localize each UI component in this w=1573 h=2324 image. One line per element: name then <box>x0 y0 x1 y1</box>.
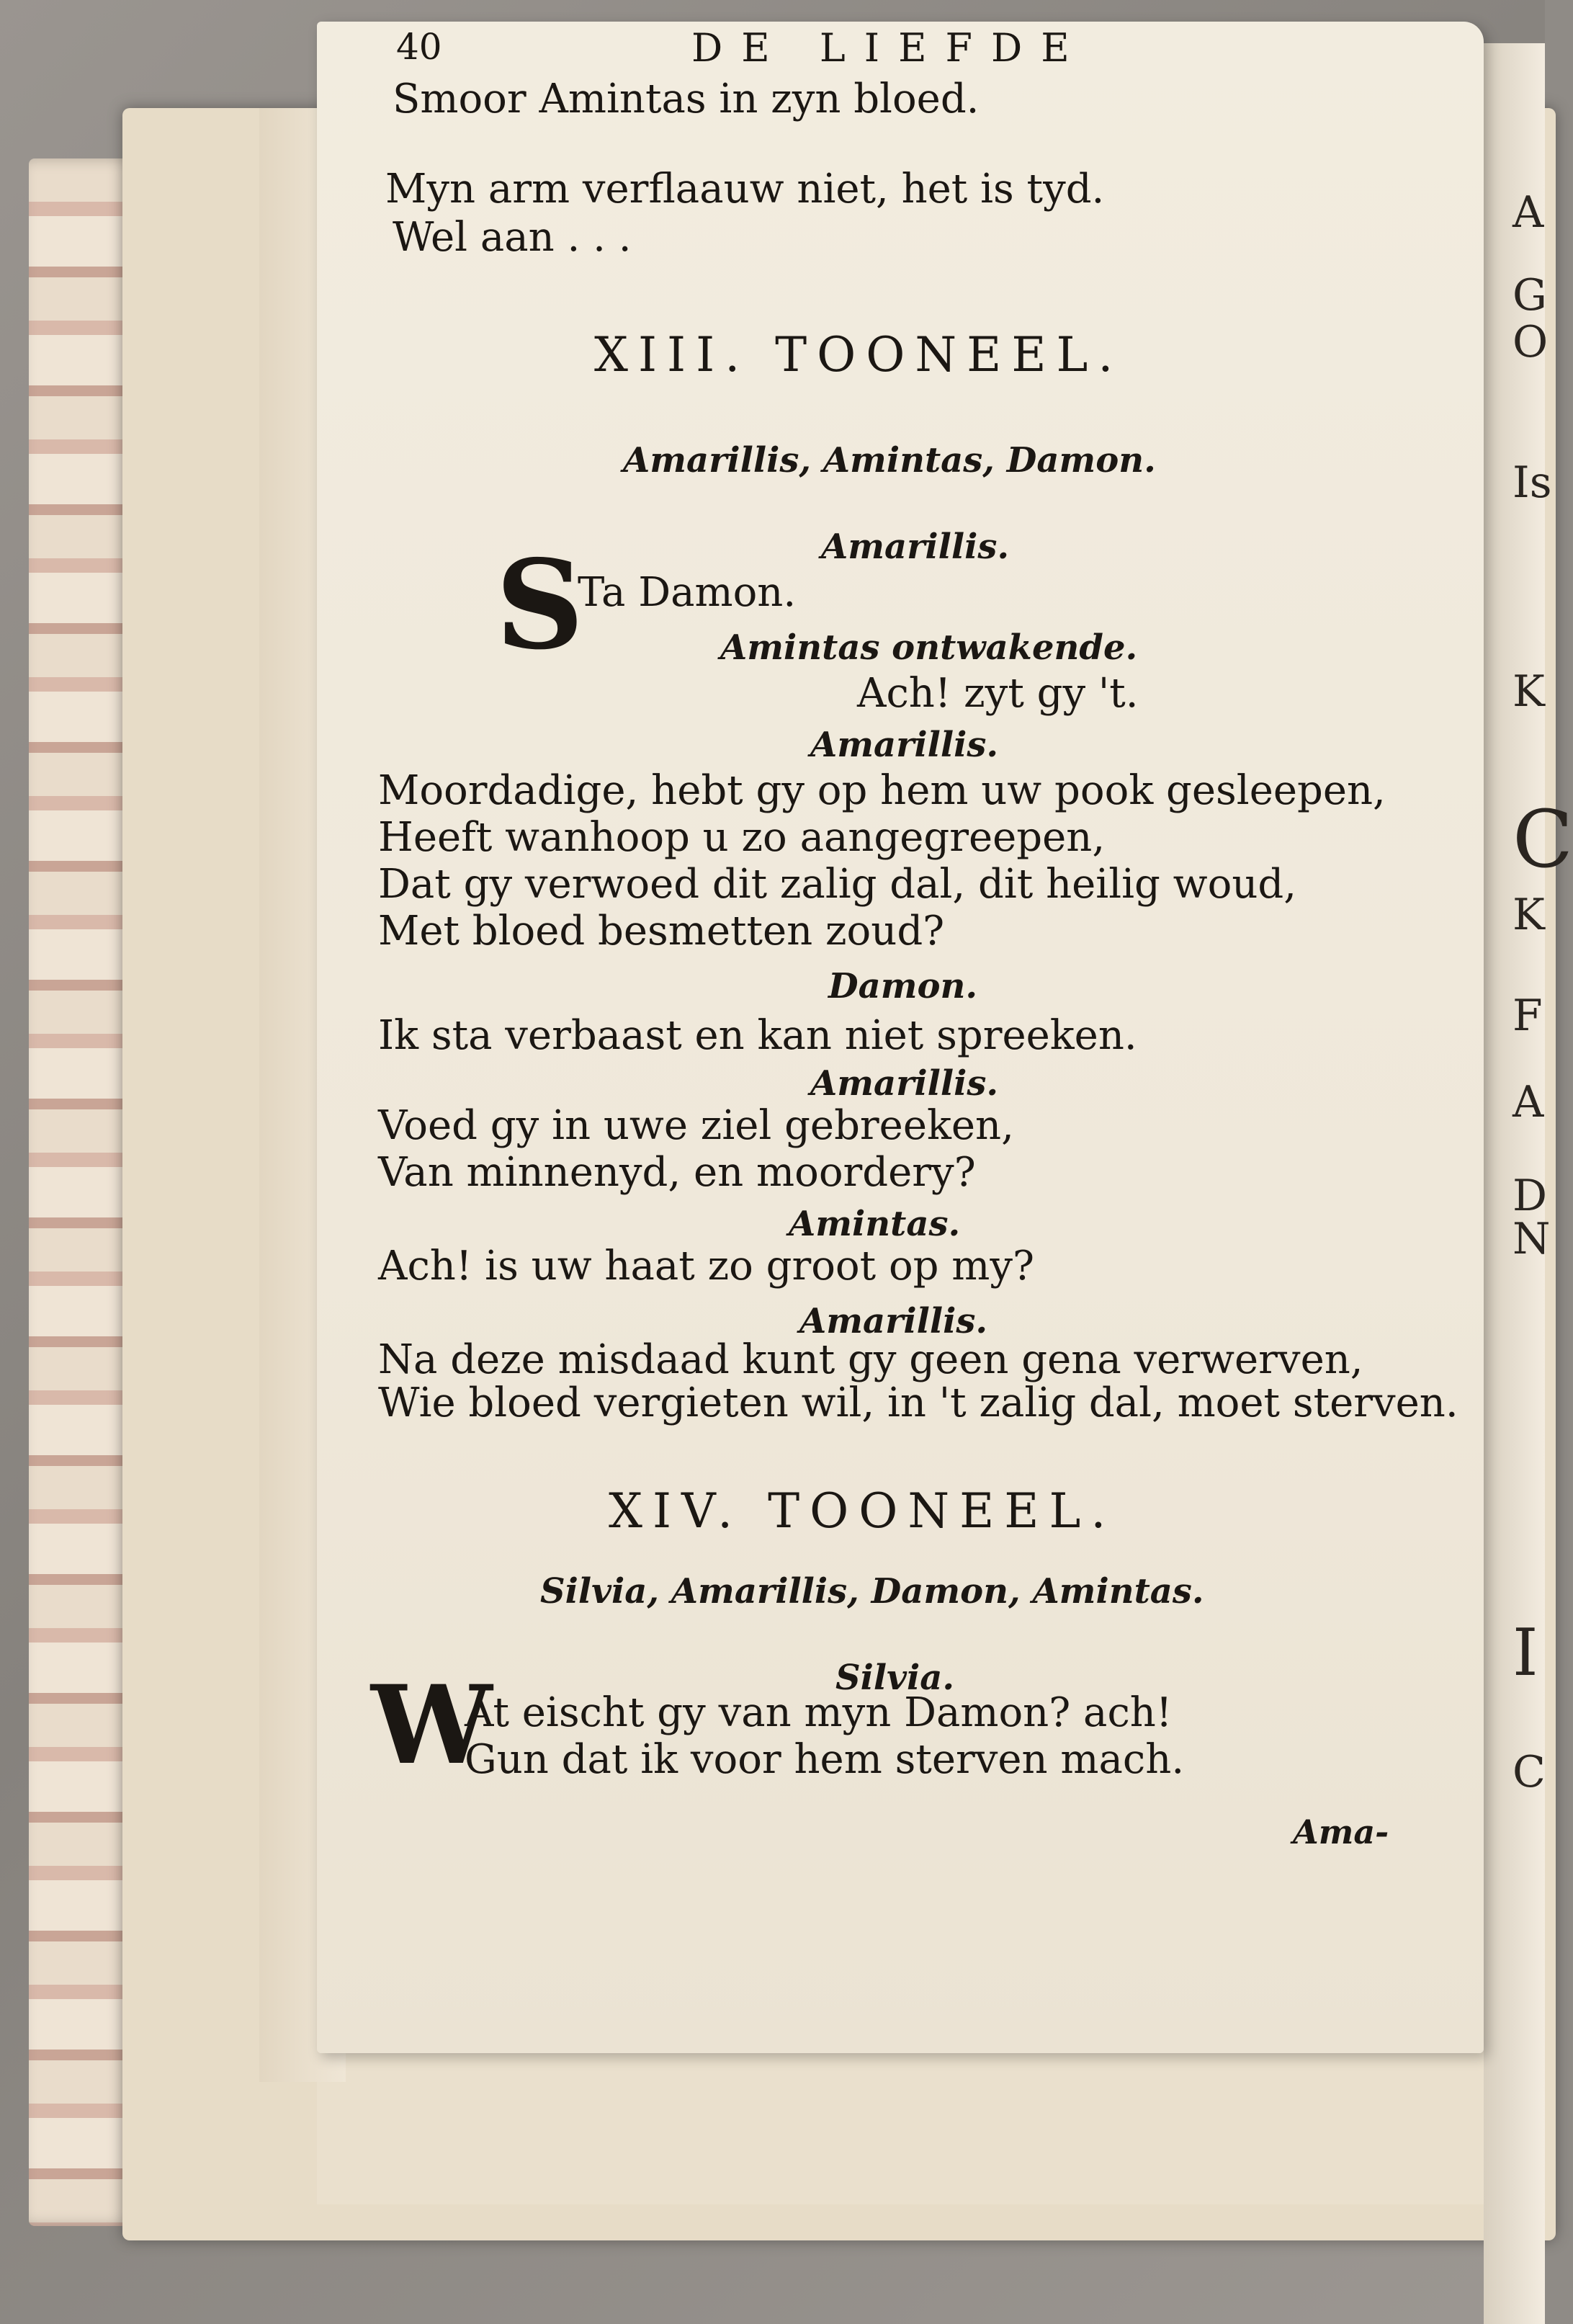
facing-letter: O <box>1512 317 1549 367</box>
verse-line: Gun dat ik voor hem sterven mach. <box>465 1736 1185 1783</box>
facing-letter: C <box>1512 1747 1546 1797</box>
facing-letter: Is <box>1512 457 1552 508</box>
character-list: Amarillis, Amintas, Damon. <box>623 440 1156 481</box>
verse-line: Met bloed besmetten zoud? <box>378 908 945 955</box>
verse-line: Dat gy verwoed dit zalig dal, dit heilig woud, <box>378 861 1297 908</box>
facing-letter: N <box>1512 1214 1551 1264</box>
facing-letter: K <box>1512 890 1545 940</box>
catchword: Ama- <box>1293 1813 1389 1851</box>
verse-line: Ach! is uw haat zo groot op my? <box>378 1243 1035 1290</box>
verse-line: Wie bloed vergieten wil, in 't zalig dal, moet sterven. <box>378 1380 1458 1426</box>
verse-line: Na deze misdaad kunt gy geen gena verwerven, <box>378 1336 1363 1383</box>
facing-letter: A <box>1512 187 1544 238</box>
speaker-name: Amintas. <box>789 1204 961 1244</box>
verse-line: Ta Damon. <box>578 569 797 616</box>
scene-heading: XIII. TOONEEL. <box>594 327 1124 383</box>
verse-line: Smoor Amintas in zyn bloed. <box>393 76 980 122</box>
facing-letter: I <box>1512 1615 1538 1691</box>
speaker-name: Amintas ontwakende. <box>720 627 1138 668</box>
facing-letter: K <box>1512 666 1545 717</box>
speaker-name: Amarillis. <box>810 1063 999 1104</box>
page-number: 40 <box>396 26 442 68</box>
verse-line: Moordadige, hebt gy op hem uw pook gesleepen, <box>378 767 1386 814</box>
facing-letter: C <box>1512 793 1573 885</box>
speaker-name: Amarillis. <box>810 725 999 765</box>
scene-heading: XIV. TOONEEL. <box>609 1483 1116 1539</box>
verse-line: Ach! zyt gy 't. <box>857 670 1139 717</box>
facing-letter: F <box>1512 991 1543 1041</box>
verse-line: Voed gy in uwe ziel gebreeken, <box>378 1102 1014 1149</box>
drop-cap: S <box>496 533 584 677</box>
running-head: DE LIEFDE <box>691 25 1088 71</box>
facing-letter: D <box>1512 1171 1548 1221</box>
drop-cap: W <box>371 1662 493 1789</box>
page-stack-bottom <box>317 2032 1484 2204</box>
facing-letter: G <box>1512 270 1547 321</box>
verse-line: Ik sta verbaast en kan niet spreeken. <box>378 1012 1137 1059</box>
verse-line: Heeft wanhoop u zo aangegreepen, <box>378 814 1106 861</box>
verse-line: Myn arm verflaauw niet, het is tyd. <box>385 166 1105 213</box>
facing-letter: A <box>1512 1077 1544 1127</box>
speaker-name: Amarillis. <box>821 527 1010 567</box>
speaker-name: Silvia. <box>835 1658 955 1698</box>
verse-line: Wel aan . . . <box>393 214 632 261</box>
character-list: Silvia, Amarillis, Damon, Amintas. <box>540 1571 1204 1612</box>
verse-line: At eischt gy van myn Damon? ach! <box>465 1689 1173 1736</box>
speaker-name: Amarillis. <box>799 1301 988 1341</box>
book-spine <box>29 158 137 2226</box>
speaker-name: Damon. <box>828 966 978 1006</box>
book-page <box>317 22 1484 2053</box>
verse-line: Van minnenyd, en moordery? <box>378 1149 976 1196</box>
